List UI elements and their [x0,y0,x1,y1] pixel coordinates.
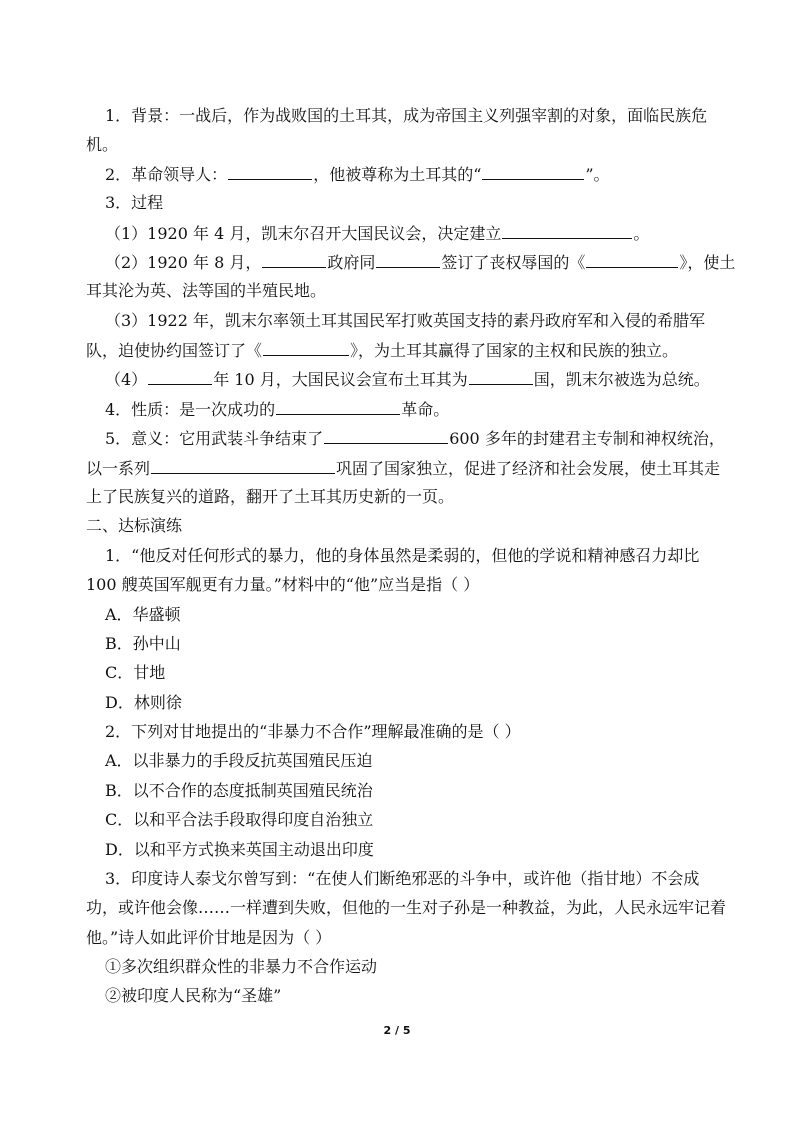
text: 2．革命领导人： [105,165,228,184]
blank-state-type[interactable] [469,368,533,385]
question-1-line-2 [86,574,479,596]
text: 耳其沦为英、法等国的半殖民地。 [86,281,327,300]
question-3-line-2 [86,897,726,919]
process-2-line-2 [86,280,326,302]
q1-option-b[interactable] [105,633,181,655]
text: 1．“他反对任何形式的暴力，他的身体虽然是柔弱的，但他的学说和精神感召力却比 [105,546,700,565]
background-line-1 [105,105,707,127]
significance-line-2 [86,457,720,480]
q2-option-c[interactable] [105,809,373,831]
q2-option-b[interactable] [105,780,373,802]
background-line-2 [86,134,118,156]
process-2-line-1 [105,251,735,274]
blank-revolution-nature[interactable] [276,398,400,415]
significance-line-3 [86,486,454,508]
text: 以一系列 [86,459,151,478]
text: 。 [633,224,650,243]
text: 巩固了国家独立，促进了经济和社会发展，使土耳其走 [336,459,721,478]
section-heading [86,515,182,537]
blank-year[interactable] [148,368,212,385]
text: 政府同 [327,253,376,272]
text: （1）1920 年 4 月，凯末尔召开大国民议会，决定建立 [105,224,502,243]
text: 1．背景：一战后，作为战败国的土耳其，成为帝国主义列强宰割的对象，面临民族危 [105,106,708,125]
text: B．以不合作的态度抵制英国殖民统治 [105,781,373,800]
text: （4） [105,370,148,389]
q2-option-d[interactable] [105,839,374,861]
text: 年 10 月，大国民议会宣布土耳其为 [213,370,468,389]
text: B．孙中山 [105,634,181,653]
text: 队，迫使协约国签订了《 [86,341,263,360]
process-1 [105,222,649,245]
process-4 [105,368,710,391]
text: ①多次组织群众性的非暴力不合作运动 [105,957,378,976]
process-3-line-2 [86,339,678,362]
text: ，他被尊称为土耳其的“ [313,165,482,184]
q2-option-a[interactable] [105,750,373,772]
text: 5．意义：它用武装斗争结束了 [105,429,324,448]
page-number: 2 / 5 [383,1024,411,1037]
question-3-line-3 [86,927,331,949]
blank-signatory[interactable] [376,251,440,268]
significance-line-1 [105,427,725,450]
blank-government[interactable] [262,251,326,268]
text: 签订了丧权辱国的《 [441,253,586,272]
text: D．林则徐 [105,693,182,712]
blank-treaty-1[interactable] [586,251,678,268]
text: 2．下列对甘地提出的“非暴力不合作”理解最准确的是（ ） [105,722,521,741]
blank-leader-name[interactable] [228,163,312,180]
text: ②被印度人民称为“圣雄” [105,986,282,1005]
text: ”。 [585,165,610,184]
q1-option-c[interactable] [105,662,165,684]
text: D．以和平方式换来英国主动退出印度 [105,840,374,859]
text: 600 多年的封建君主专制和神权统治， [449,429,725,448]
q3-item-2[interactable] [105,985,281,1007]
blank-treaty-2[interactable] [263,339,349,356]
text: 二、达标演练 [86,516,183,535]
text: 3．过程 [105,193,164,212]
q3-item-1[interactable] [105,956,377,978]
blank-reforms[interactable] [151,457,335,474]
blank-leader-title[interactable] [482,163,584,180]
text: 他。”诗人如此评价甘地是因为（ ） [86,928,332,947]
question-2 [105,721,521,743]
question-3-line-1 [105,868,699,890]
text: C．甘地 [105,663,166,682]
question-1-line-1 [105,545,699,567]
process-3-line-1 [105,310,705,332]
text: 国，凯末尔被选为总统。 [533,370,710,389]
nature-line [105,398,449,421]
text: A．华盛顿 [105,605,181,624]
text: 3．印度诗人泰戈尔曾写到：“在使人们断绝邪恶的斗争中，或许他（指甘地）不会成 [105,869,700,888]
text: 》，为土耳其赢得了国家的主权和民族的独立。 [350,341,679,360]
text: 4．性质：是一次成功的 [105,400,276,419]
text: 机。 [86,135,119,154]
text: 》，使土 [679,253,736,272]
blank-dynasty[interactable] [324,427,448,444]
leader-line [105,163,610,186]
text: C．以和平合法手段取得印度自治独立 [105,810,374,829]
text: 功，或许他会像……一样遭到失败，但他的一生对子孙是一种教益，为此，人民永远牢记着 [86,898,727,917]
text: 革命。 [401,400,450,419]
blank-new-government[interactable] [502,222,632,239]
text: （3）1922 年，凯末尔率领土耳其国民军打败英国支持的素丹政府军和入侵的希腊军 [105,311,705,330]
text: （2）1920 年 8 月， [105,253,262,272]
process-heading [105,192,163,214]
text: 100 艘英国军舰更有力量。”材料中的“他”应当是指（ ） [86,575,480,594]
text: 上了民族复兴的道路，翻开了土耳其历史新的一页。 [86,487,455,506]
q1-option-d[interactable] [105,692,182,714]
q1-option-a[interactable] [105,604,181,626]
text: A．以非暴力的手段反抗英国殖民压迫 [105,751,373,770]
